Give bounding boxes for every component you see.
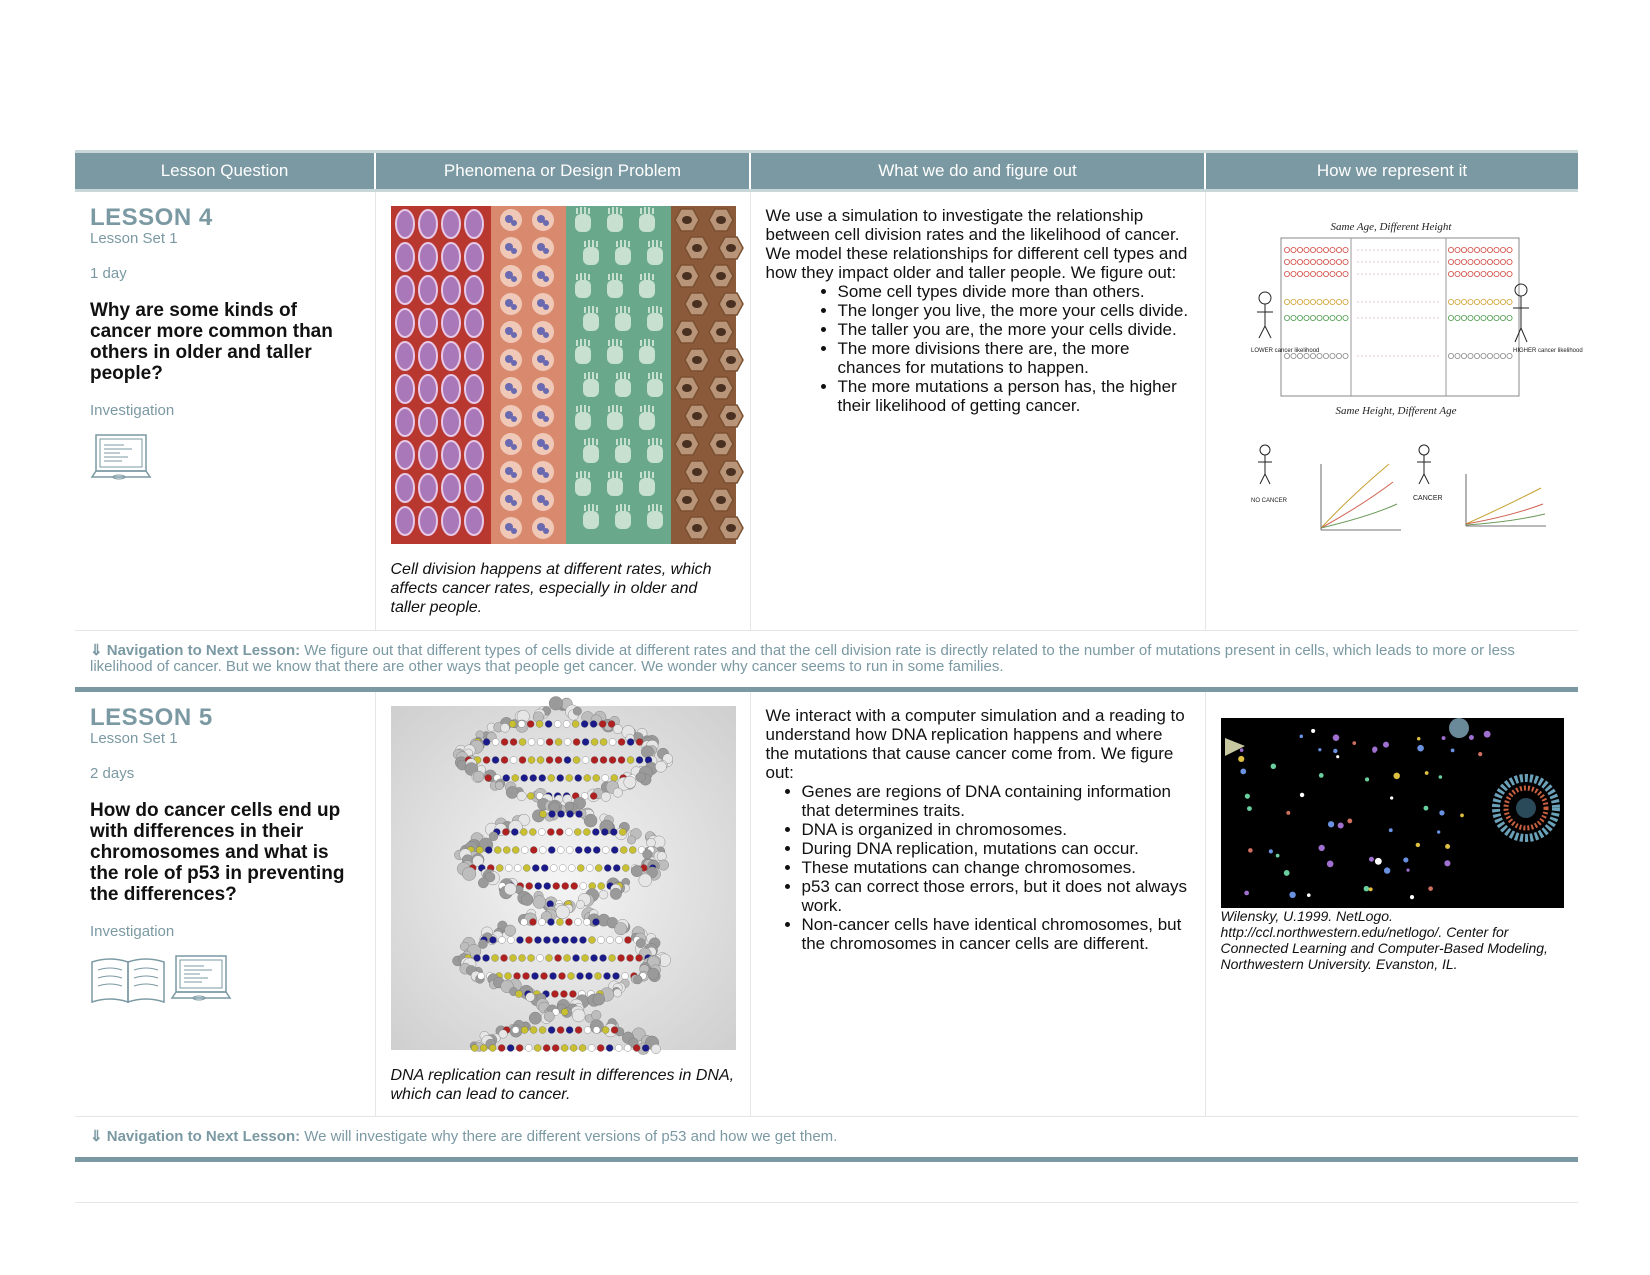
list-item: • Non-cancer cells have identical chromosomes, but the chromosomes in cancer cells are different. [802, 915, 1190, 953]
lesson-row [75, 690, 1578, 1117]
open-book-icon [90, 954, 166, 1008]
list-item: • The more divisions there are, the more chances for mutations to happen. [838, 339, 1190, 377]
lesson-title: LESSON 4 [90, 204, 213, 231]
figure-out-list [766, 782, 1190, 953]
sketch-bottom-label: Same Height, Different Age [1335, 405, 1456, 417]
summary-intro: We interact with a computer simulation and a reading to understand how DNA replication happens and where the mutations that cause cancer come from. We figure out: [765, 706, 1185, 782]
header-phenomena: Phenomena or Design Problem [375, 152, 750, 191]
navigation-label: ⇓ Navigation to Next Lesson: [90, 1128, 301, 1145]
header-lesson-question: Lesson Question [75, 152, 375, 191]
navigation-label: ⇓ Navigation to Next Lesson: [90, 642, 301, 659]
sketch-left-note: LOWER cancer likelihood [1250, 348, 1319, 354]
navigation-text: We will investigate why there are different versions of p53 and how we get them. [304, 1128, 838, 1145]
list-item: • The longer you live, the more your cells divide. [838, 301, 1190, 320]
lesson-table [75, 150, 1583, 1162]
sketch-right-note: HIGHER cancer likelihood [1512, 348, 1583, 354]
lesson-type: Investigation [90, 923, 175, 940]
phenomena-cell [375, 690, 750, 1117]
lesson-duration: 2 days [90, 765, 135, 782]
header-how-we-represent: How we represent it [1205, 152, 1578, 191]
list-item: • These mutations can change chromosomes. [802, 858, 1190, 877]
lesson-question-cell [75, 690, 375, 1117]
simulation-credit: Wilensky, U.1999. NetLogo. http://ccl.northwestern.edu/netlogo/. Center for Connected Learning and Computer-Based Modeling, Northwestern University. Evanston, IL. [1220, 908, 1548, 972]
navigation-cell [75, 1117, 1578, 1160]
navigation-text: We figure out that different types of cells divide at different rates and that the cell division rate is directly related to the number of mutations present in cells, which leads to more or less likelihood of cancer. But we know that there are other ways that people get cancer. We wonder why cancer seems to run in some families. [90, 642, 1515, 675]
phenomena-caption: Cell division happens at different rates, which affects cancer rates, especially in older and taller people. [390, 561, 712, 616]
lesson-question: How do cancer cells end up with differences in their chromosomes and what is the role of p53 in preventing the differences? [90, 800, 345, 905]
lesson-question-cell [75, 191, 375, 631]
sketch-top-label: Same Age, Different Height [1330, 221, 1451, 233]
lesson-question: Why are some kinds of cancer more common than others in older and taller people? [90, 300, 333, 384]
what-we-do-cell [750, 690, 1205, 1117]
cell-division-illustration [391, 206, 736, 544]
list-item: • During DNA replication, mutations can occur. [802, 839, 1190, 858]
cancer-likelihood-sketch [1221, 206, 1583, 566]
representation-cell [1205, 690, 1578, 1117]
navigation-row [75, 1117, 1578, 1160]
list-item: • The taller you are, the more your cells divide. [838, 320, 1190, 339]
header-what-we-do: What we do and figure out [750, 152, 1205, 191]
list-item: • Some cell types divide more than others. [838, 282, 1190, 301]
phenomena-cell [375, 191, 750, 631]
what-we-do-cell [750, 191, 1205, 631]
lesson-type: Investigation [90, 402, 175, 419]
dna-helix-illustration [391, 706, 736, 1050]
lesson-set: Lesson Set 1 [90, 230, 178, 247]
lesson-duration: 1 day [90, 265, 127, 282]
laptop-icon [170, 954, 232, 1008]
sketch-no-cancer: NO CANCER [1250, 498, 1287, 504]
navigation-cell [75, 631, 1578, 690]
list-item: • p53 can correct those errors, but it does not always work. [802, 877, 1190, 915]
lesson-row [75, 191, 1578, 631]
summary-intro: We use a simulation to investigate the relationship between cell division rates and the likelihood of cancer. We model these relationships for different cell types and how they impact older and taller people. We figure out: [765, 206, 1188, 282]
netlogo-simulation-screenshot [1221, 718, 1564, 908]
phenomena-caption: DNA replication can result in differences in DNA, which can lead to cancer. [390, 1067, 735, 1103]
lesson-table-wrapper [75, 150, 1583, 1162]
list-item: • Genes are regions of DNA containing information that determines traits. [802, 782, 1190, 820]
lesson-set: Lesson Set 1 [90, 730, 178, 747]
representation-cell [1205, 191, 1583, 631]
bottom-divider [75, 1202, 1578, 1203]
table-header-row [75, 152, 1578, 191]
laptop-icon [90, 433, 360, 492]
lesson-title: LESSON 5 [90, 704, 213, 731]
list-item: • DNA is organized in chromosomes. [802, 820, 1190, 839]
sketch-cancer: CANCER [1412, 495, 1443, 502]
figure-out-list [766, 282, 1190, 415]
list-item: • The more mutations a person has, the higher their likelihood of getting cancer. [838, 377, 1190, 415]
navigation-row [75, 631, 1578, 690]
